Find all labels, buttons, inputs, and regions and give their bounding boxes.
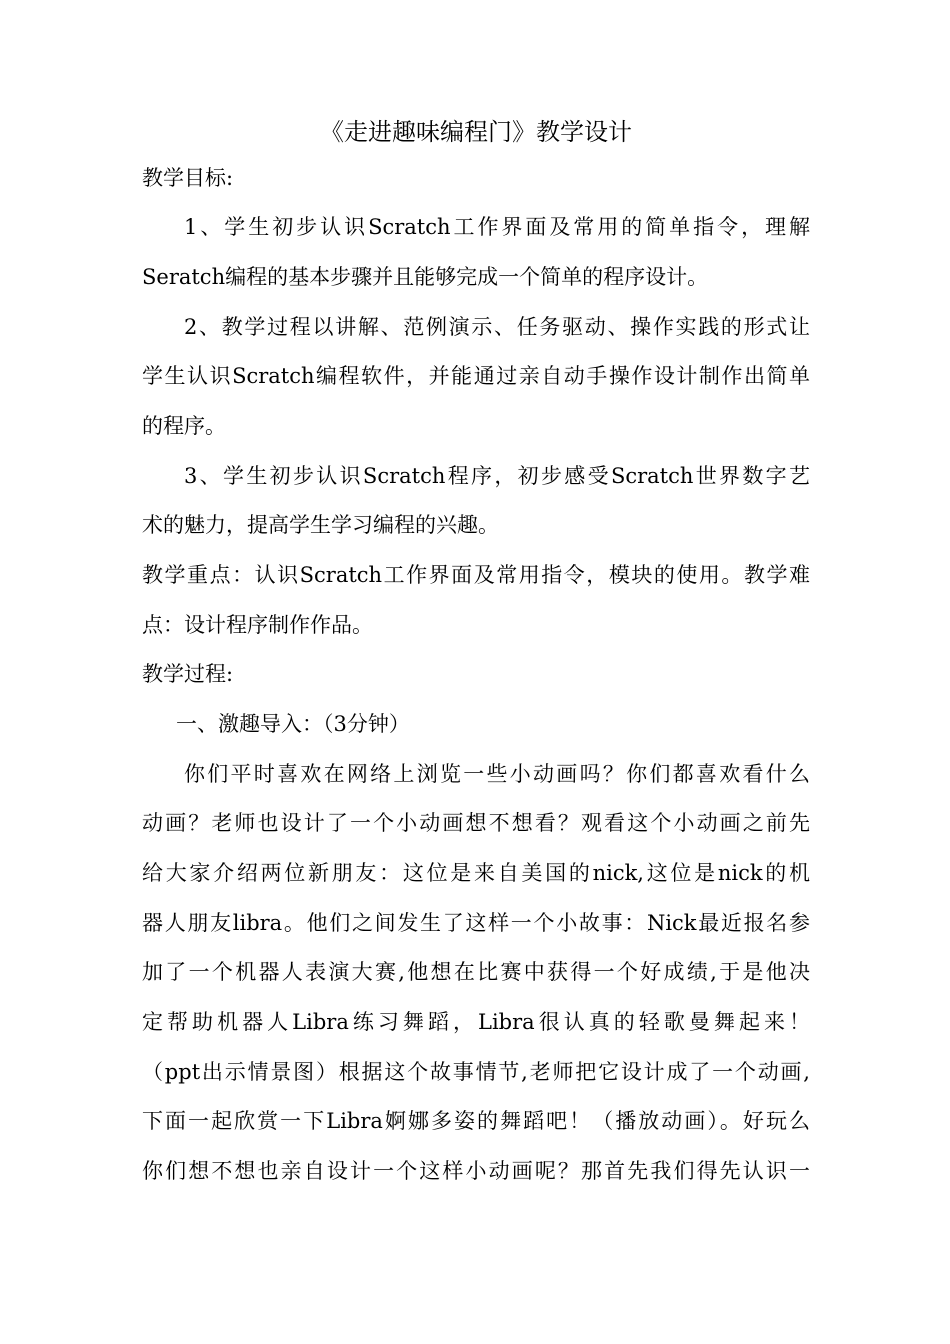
paragraph-line: 加了一个机器人表演大赛,他想在比赛中获得一个好成绩,于是他决 [142, 960, 810, 984]
paragraph-line: Seratch编程的基本步骤并且能够完成一个简单的程序设计。 [142, 265, 709, 289]
section-heading-process: 教学过程: [142, 662, 234, 686]
paragraph-line: （ppt出示情景图）根据这个故事情节,老师把它设计成了一个动画, [142, 1060, 810, 1084]
paragraph-line: 定帮助机器人Libra练习舞蹈，Libra很认真的轻歌曼舞起来！ [142, 1010, 810, 1034]
paragraph-line-key-points: 教学重点：认识Scratch工作界面及常用指令，模块的使用。教学难 [142, 563, 810, 587]
paragraph-line: 动画？老师也设计了一个小动画想不想看？观看这个小动画之前先 [142, 811, 810, 835]
paragraph-line: 3、学生初步认识Scratch程序，初步感受Scratch世界数字艺 [184, 464, 810, 488]
paragraph-line: 器人朋友libra。他们之间发生了这样一个小故事：Nick最近报名参 [142, 911, 810, 935]
document-title: 《走进趣味编程门》教学设计 [320, 118, 632, 146]
paragraph-line: 1、学生初步认识Scratch工作界面及常用的简单指令，理解 [184, 215, 810, 239]
paragraph-line: 下面一起欣赏一下Libra婀娜多姿的舞蹈吧！（播放动画）。好玩么 [142, 1109, 810, 1133]
paragraph-line: 给大家介绍两位新朋友：这位是来自美国的nick,这位是nick的机 [142, 861, 810, 885]
document-page [142, 0, 810, 1344]
paragraph-line: 2、教学过程以讲解、范例演示、任务驱动、操作实践的形式让 [184, 315, 810, 339]
subsection-heading: 一、激趣导入：（3分钟） [176, 712, 410, 736]
paragraph-line: 术的魅力，提高学生学习编程的兴趣。 [142, 513, 499, 537]
paragraph-line: 学生认识Scratch编程软件，并能通过亲自动手操作设计制作出简单 [142, 364, 810, 388]
section-heading-objectives: 教学目标: [142, 166, 234, 190]
paragraph-line: 的程序。 [142, 414, 226, 438]
paragraph-line: 你们想不想也亲自设计一个这样小动画呢？那首先我们得先认识一 [142, 1159, 810, 1183]
paragraph-line: 你们平时喜欢在网络上浏览一些小动画吗？你们都喜欢看什么 [184, 762, 810, 786]
paragraph-line: 点：设计程序制作作品。 [142, 613, 373, 637]
